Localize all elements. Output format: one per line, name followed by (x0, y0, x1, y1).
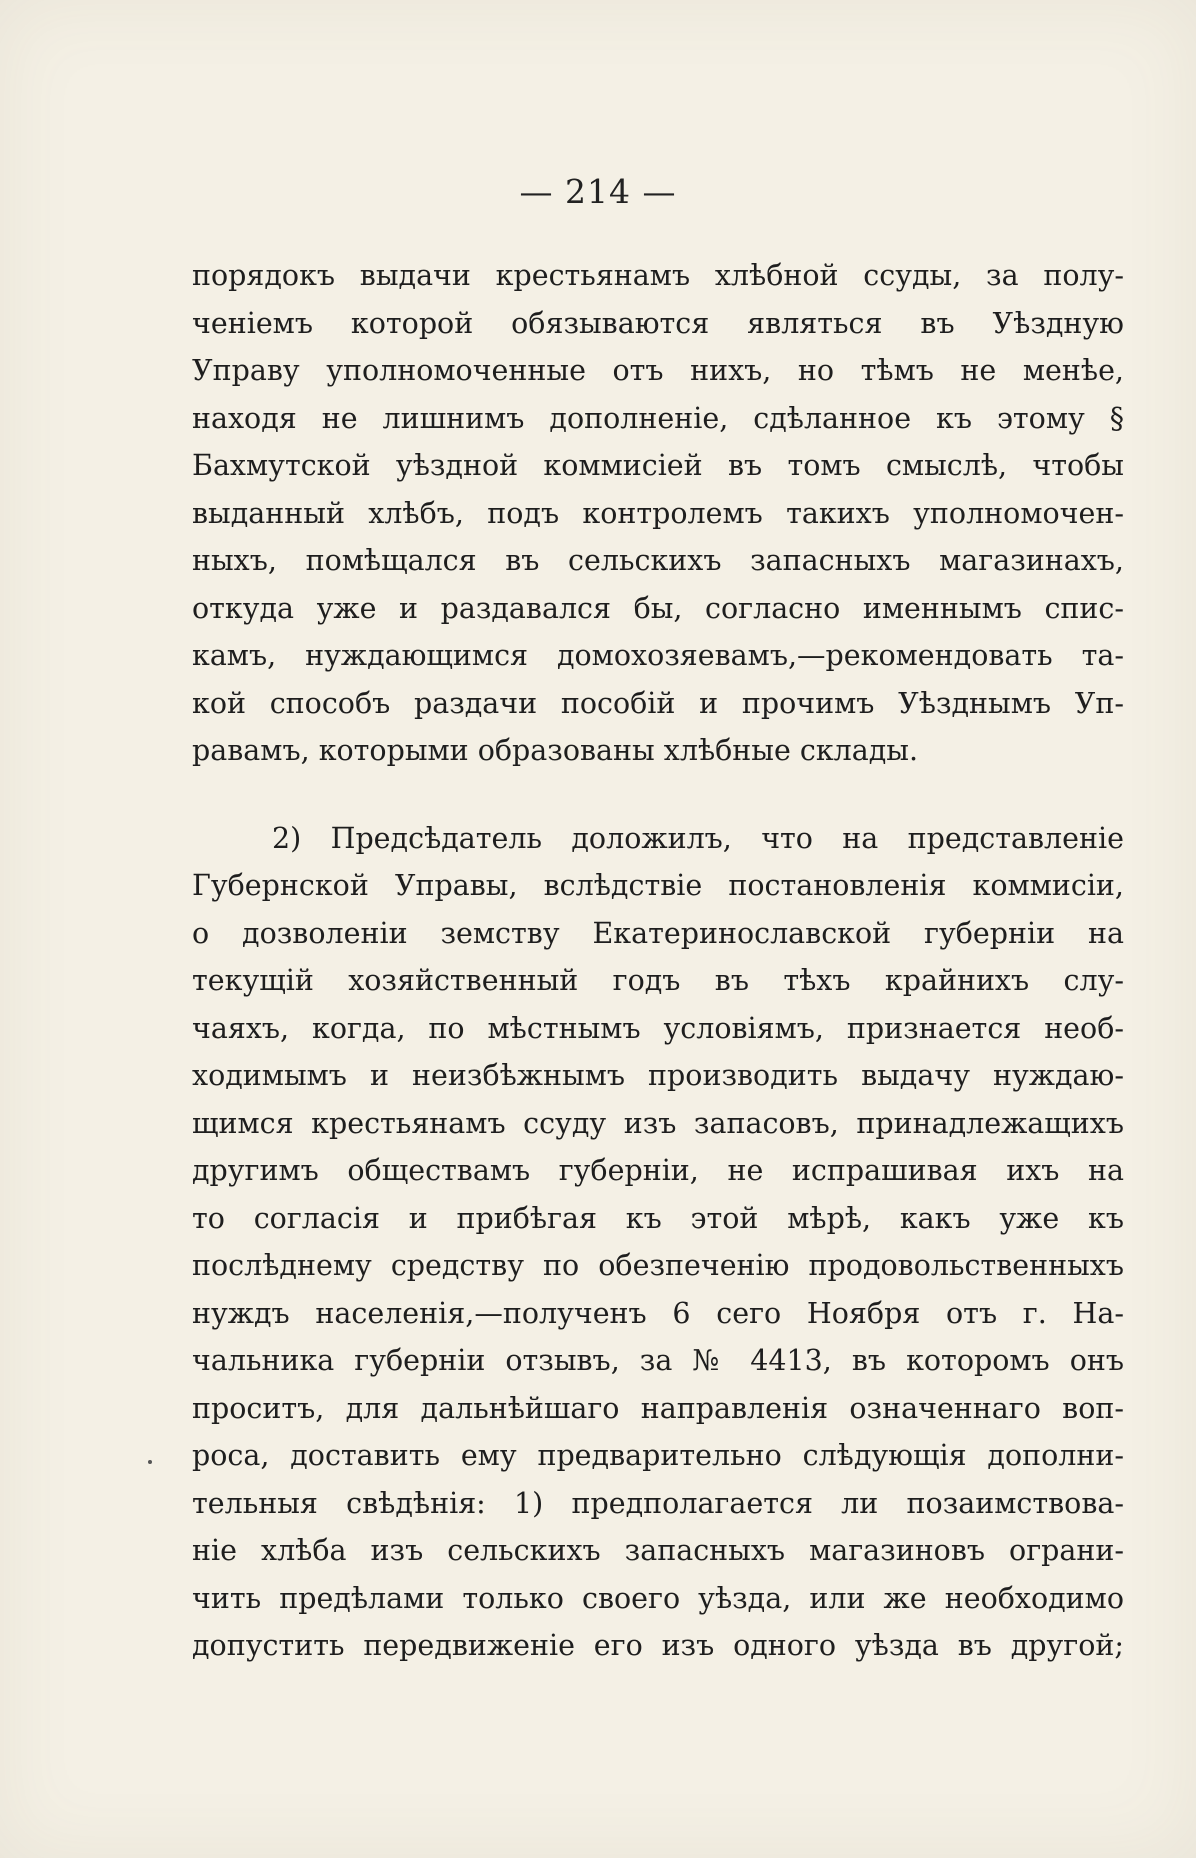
text-line: камъ, нуждающимся домохозяевамъ,—рекомендовать та- (192, 639, 1124, 672)
text-line: ныхъ, помѣщался въ сельскихъ запасныхъ магазинахъ, (192, 544, 1124, 577)
text-line: нуждъ населенія,—полученъ 6 сего Ноября отъ г. На- (192, 1296, 1124, 1330)
text-line: щимся крестьянамъ ссуду изъ запасовъ, принадлежащихъ (192, 1106, 1124, 1140)
text-line: 2) Предсѣдатель доложилъ, что на представленіе (272, 821, 1124, 855)
text-line: то согласія и прибѣгая къ этой мѣрѣ, какъ уже къ (192, 1201, 1124, 1235)
text-line: выданный хлѣбъ, подъ контролемъ такихъ уполномочен- (192, 496, 1124, 530)
text-line: ченіемъ которой обязываются являться въ Уѣздную (192, 306, 1124, 340)
text-line: Бахмутской уѣздной коммисіей въ томъ смыслѣ, чтобы (192, 449, 1124, 482)
text-line: о дозволеніи земству Екатеринославской губерніи на (192, 916, 1124, 950)
text-line: чальника губерніи отзывъ, за № 4413, въ которомъ онъ (192, 1344, 1124, 1377)
text-line: допустить передвиженіе его изъ одного уѣзда въ другой; (192, 1629, 1124, 1662)
text-line: равамъ, которыми образованы хлѣбные склады. (192, 734, 919, 767)
paragraph-1 (192, 252, 1124, 775)
text-line: послѣднему средству по обезпеченію продовольственныхъ (192, 1249, 1124, 1282)
text-line: Управу уполномоченные отъ нихъ, но тѣмъ не менѣе, (192, 354, 1124, 387)
page-number: — 214 — (519, 172, 677, 211)
text-line: кой способъ раздачи пособій и прочимъ Уѣзднымъ Уп- (192, 686, 1124, 720)
text-line: роса, доставить ему предварительно слѣдующія дополни- (192, 1439, 1124, 1472)
paragraph-2 (192, 815, 1124, 1670)
text-block (192, 252, 1124, 1670)
text-line: чаяхъ, когда, по мѣстнымъ условіямъ, признается необ- (192, 1011, 1124, 1045)
text-line: ніе хлѣба изъ сельскихъ запасныхъ магазиновъ ограни- (192, 1534, 1124, 1567)
text-line: тельныя свѣдѣнія: 1) предполагается ли позаимствова- (192, 1486, 1124, 1520)
text-line: текущій хозяйственный годъ въ тѣхъ крайнихъ слу- (192, 964, 1124, 997)
text-line: другимъ обществамъ губерніи, не испрашивая ихъ на (192, 1154, 1124, 1187)
text-line: ходимымъ и неизбѣжнымъ производить выдачу нуждаю- (192, 1059, 1124, 1092)
text-line: Губернской Управы, вслѣдствіе постановленія коммисіи, (192, 869, 1124, 902)
text-line: чить предѣлами только своего уѣзда, или же необходимо (192, 1581, 1124, 1615)
margin-mark (148, 1460, 152, 1464)
text-line: откуда уже и раздавался бы, согласно именнымъ спис- (192, 591, 1124, 625)
text-line: проситъ, для дальнѣйшаго направленія означеннаго воп- (192, 1391, 1124, 1425)
text-line: находя не лишнимъ дополненіе, сдѣланное къ этому § (192, 401, 1124, 435)
text-line: порядокъ выдачи крестьянамъ хлѣбной ссуды, за полу- (192, 259, 1124, 292)
